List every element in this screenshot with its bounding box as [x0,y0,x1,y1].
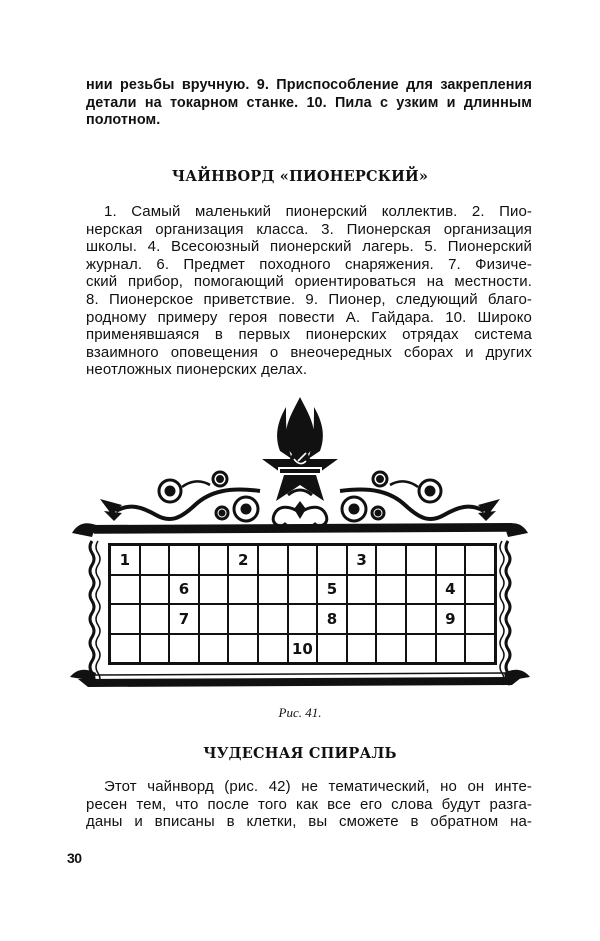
grid-cell [347,575,377,605]
grid-cell: 6 [169,575,199,605]
text-line: родному примеру героя повести А. Гайдара. 10. Широко [86,308,532,326]
grid-cell: 10 [288,634,318,664]
text-line: полотном. [86,112,161,129]
grid-cell: 3 [347,545,377,575]
grid-cell [406,545,436,575]
grid-cell [288,545,318,575]
grid-row [110,545,496,575]
grid-cell [406,575,436,605]
grid-cell [288,604,318,634]
text-line: 8. Пионерское приветствие. 9. Пионер, следующий благо- [86,290,532,308]
grid-cell [406,604,436,634]
grid-cell [376,545,406,575]
text-line: даны и вписаны в клетки, вы сможете в обратном на- [86,813,532,831]
grid-row [110,575,496,605]
grid-cell [228,604,258,634]
grid-cell [110,575,140,605]
grid-cell [110,604,140,634]
grid-cell [376,634,406,664]
grid-cell [317,545,347,575]
clues-paragraph [86,203,532,379]
grid-cell [228,575,258,605]
grid-cell [258,545,288,575]
grid-cell: 5 [317,575,347,605]
text-line: взаимного оповещения о внеочередных сборах и других [86,343,532,361]
grid-cell [199,545,229,575]
grid-cell [436,634,466,664]
text-line: детали на токарном станке. 10. Пила с узким и длинным [86,94,532,111]
figure-caption: Рис. 41. [278,705,322,720]
grid-cell [199,634,229,664]
grid-cell: 4 [436,575,466,605]
grid-cell [347,634,377,664]
grid-row [110,604,496,634]
grid-cell [288,575,318,605]
grid-cell: 2 [228,545,258,575]
page-number: 30 [67,850,82,866]
section-title-spiral: ЧУДЕСНАЯ СПИРАЛЬ [203,745,397,762]
text-line: неотложных пионерских делах. [86,361,308,379]
text-line: Этот чайнворд (рис. 42) не тематический, но он инте- [104,778,532,795]
grid-cell [169,545,199,575]
text-line: ресен тем, что после того как все его слова будут разга- [86,795,532,813]
chainword-figure [60,395,540,695]
grid-cell [140,634,170,664]
text-line: нии резьбы вручную. 9. Приспособление для закрепления [86,77,532,93]
grid-cell: 1 [110,545,140,575]
grid-cell: 9 [436,604,466,634]
grid-cell [465,634,495,664]
text-line: применявшаяся в первых пионерских отрядах система [86,326,532,344]
grid-cell [228,634,258,664]
grid-cell [140,604,170,634]
top-paragraph [86,77,532,130]
chainword-grid [108,543,497,665]
grid-cell [169,634,199,664]
grid-cell [258,634,288,664]
grid-row [110,634,496,664]
text-line: нерская организация класса. 3. Пионерская организация [86,220,532,238]
spiral-intro-paragraph [86,778,532,831]
grid-cell [376,604,406,634]
grid-cell [199,604,229,634]
grid-cell [406,634,436,664]
text-line: журнал. 6. Предмет походного снаряжения. 7. Физиче- [86,255,532,273]
grid-cell [465,575,495,605]
text-line: 1. Самый маленький пионерский коллектив. 2. Пио- [104,203,532,220]
grid-cell [317,634,347,664]
grid-cell: 7 [169,604,199,634]
text-line: школы. 4. Всесоюзный пионерский лагерь. 5. Пионерский [86,238,532,256]
section-title-pionersky: ЧАЙНВОРД «ПИОНЕРСКИЙ» [171,168,429,185]
grid-cell [140,575,170,605]
grid-cell [258,575,288,605]
grid-cell [110,634,140,664]
grid-cell [140,545,170,575]
grid-cell [347,604,377,634]
text-line: ский прибор, помогающий ориентироваться на местности. [86,273,532,291]
grid-cell [465,545,495,575]
grid-cell [465,604,495,634]
grid-cell [199,575,229,605]
grid-cell: 8 [317,604,347,634]
grid-cell [258,604,288,634]
grid-cell [436,545,466,575]
grid-cell [376,575,406,605]
